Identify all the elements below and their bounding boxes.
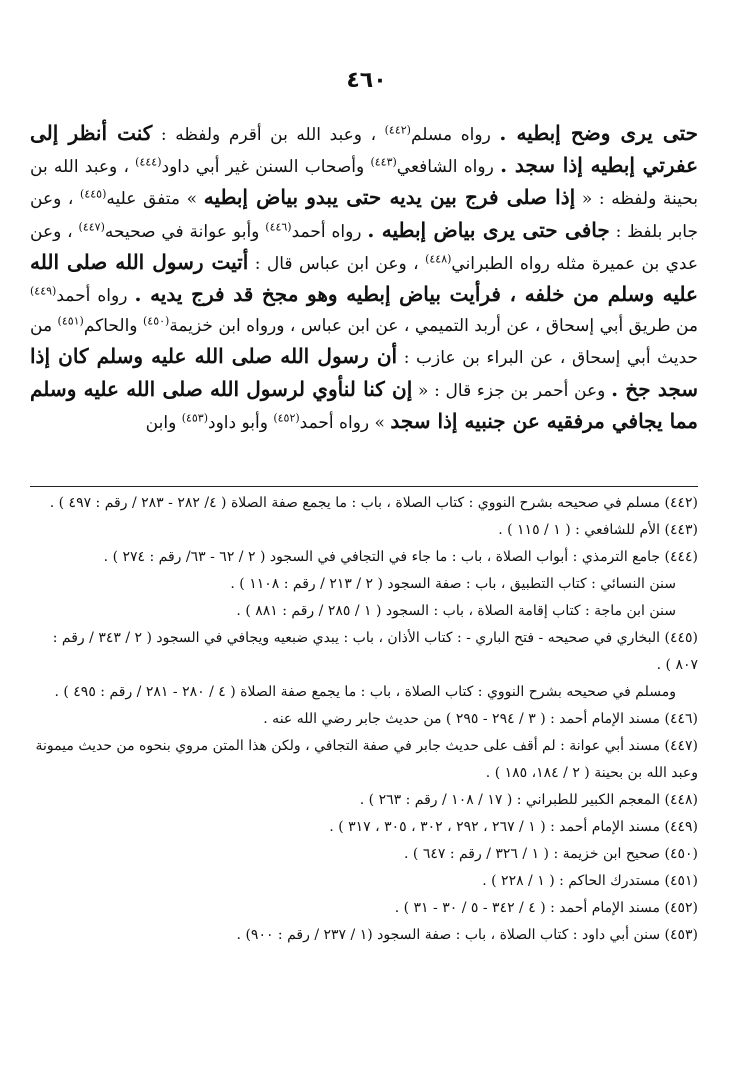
body-text: والحاكم <box>83 316 143 337</box>
footnote-ref: (٤٥٢) <box>273 411 300 425</box>
footnote-ref: (٤٤٥) <box>80 187 107 201</box>
footnote: (٤٤٩) مسند الإمام أحمد : ( ١ / ٢٦٧ ، ٢٩٢ ، ٣٠٢ ، ٣٠٥ ، ٣١٧ ) . <box>329 819 698 835</box>
body-text: وأبو داود <box>208 412 274 433</box>
body-text: وأصحاب السنن غير أبي داود <box>161 157 371 178</box>
footnote: (٤٥٠) صحيح ابن خزيمة : ( ١ / ٣٢٦ / رقم : ٦٤٧ ) . <box>404 846 698 862</box>
footnote-ref: (٤٤٢) <box>384 123 411 137</box>
footnote-ref: (٤٤٣) <box>370 155 397 169</box>
footnote: سنن ابن ماجة : كتاب إقامة الصلاة ، باب : السجود ( ١ / ٢٨٥ / رقم : ٨٨١ ) . <box>236 603 676 619</box>
footnote-ref: (٤٥١) <box>57 314 84 328</box>
body-text: رواه أحمد <box>56 286 135 307</box>
footnote-ref: (٤٤٦) <box>265 219 292 233</box>
body-text: » متفق عليه <box>106 189 204 210</box>
footnote-ref: (٤٤٨) <box>425 252 452 266</box>
footnotes <box>30 490 698 949</box>
body-text: وابن <box>145 412 182 433</box>
hadith-text: أتيت رسول الله صلى الله عليه وسلم من خلفه ، فرأيت بياض إبطيه وهو مجخ قد فرج يديه . <box>30 249 698 307</box>
footnote-divider <box>30 486 698 487</box>
footnote-ref: (٤٤٧) <box>78 219 105 233</box>
footnote: (٤٤٣) الأم للشافعي : ( ١ / ١١٥ ) . <box>498 522 698 538</box>
footnote-ref: (٤٥٠) <box>142 314 170 328</box>
footnote: (٤٥١) مستدرك الحاكم : ( ١ / ٢٢٨ ) . <box>482 873 698 889</box>
hadith-text: حتى يرى وضح إبطيه . <box>499 121 698 145</box>
footnote: سنن النسائي : كتاب التطبيق ، باب : صفة السجود ( ٢ / ٢١٣ / رقم : ١١٠٨ ) . <box>230 576 676 592</box>
hadith-text: كنت أنظر إلى عفرتي إبطيه إذا سجد . <box>30 121 699 178</box>
body-text: وعن أحمر بن جزء قال : « <box>412 380 612 401</box>
body-text: ، وعن جابر بلفظ : <box>30 189 698 242</box>
footnote-ref: (٤٤٤) <box>135 155 162 169</box>
hadith-text: إذا صلى فرج بين يديه حتى يبدو بياض إبطيه <box>203 185 576 210</box>
hadith-text: أن رسول الله صلى الله عليه وسلم كان إذا سجد جخ . <box>30 344 699 401</box>
footnote: (٤٥٢) مسند الإمام أحمد : ( ٤ / ٣٤٢ - ٥ / ٣٠ - ٣١ ) . <box>394 900 698 916</box>
footnote: (٤٤٢) مسلم في صحيحه بشرح النووي : كتاب الصلاة ، باب : ما يجمع صفة الصلاة ( ٤/ ٢٨٢ - ٢٨٣ / رقم : ٤٩٧ ) . <box>49 495 698 511</box>
footnote: ومسلم في صحيحه بشرح النووي : كتاب الصلاة ، باب : ما يجمع صفة الصلاة ( ٤ / ٢٨٠ - ٢٨١ / رقم : ٤٩٥ ) . <box>54 684 676 700</box>
footnote: (٤٤٨) المعجم الكبير للطبراني : ( ١٧ / ١٠٨ / رقم : ٢٦٣ ) . <box>359 792 698 808</box>
body-text: ، وعن عدي بن عميرة مثله رواه الطبراني <box>30 221 698 274</box>
body-text: ، وعبد الله بن أقرم ولفظه : <box>152 125 385 145</box>
body-text: من طريق أبي إسحاق ، عن أربد التميمي ، عن ابن عباس ، ورواه ابن خزيمة <box>169 316 699 337</box>
page-number: ٤٦٠ <box>346 68 387 93</box>
body-text: وأبو عوانة في صحيحه <box>104 221 266 242</box>
hadith-text: جافى حتى يرى بياض إبطيه . <box>367 217 610 242</box>
footnote: (٤٤٧) مسند أبي عوانة : لم أقف على حديث جابر في صفة التجافي ، ولكن هذا المتن مروي بنحوه من حديث ميمونة وعبد الله بن بحينة ( ٢ / ١٨٤، ١٨٥ ) . <box>35 738 698 781</box>
main-text <box>30 118 698 438</box>
footnote: (٤٤٦) مسند الإمام أحمد : ( ٣ / ٢٩٤ - ٢٩٥ ) من حديث جابر رضي الله عنه . <box>263 711 698 727</box>
hadith-text: إن كنا لنأوي لرسول الله صلى الله عليه وسلم مما يجافي مرفقيه عن جنبيه إذا سجد <box>30 376 698 433</box>
body-text: رواه أحمد <box>291 221 368 242</box>
footnote-ref: (٤٥٣) <box>181 411 209 425</box>
footnote: (٤٤٥) البخاري في صحيحه - فتح الباري - : كتاب الأذان ، باب : يبدي ضبعيه ويجافي في السجود ( ٢ / ٣٤٣ / رقم : ٨٠٧ ) . <box>52 630 698 673</box>
body-text: » رواه أحمد <box>299 412 391 433</box>
body-text: رواه مسلم <box>410 125 500 145</box>
body-text: رواه الشافعي <box>396 157 501 178</box>
body-text: ، وعن ابن عباس قال : <box>248 253 426 274</box>
footnote: (٤٤٤) جامع الترمذي : أبواب الصلاة ، باب : ما جاء في التجافي في السجود ( ٢ / ٦٢ - ٦٣/ رقم : ٢٧٤ ) . <box>103 549 698 565</box>
footnote: (٤٥٣) سنن أبي داود : كتاب الصلاة ، باب : صفة السجود (١ / ٢٣٧ / رقم : ٩٠٠) . <box>236 927 698 943</box>
footnote-ref: (٤٤٩) <box>30 284 57 298</box>
body-text: ، وعبد الله بن بحينة ولفظه : « <box>30 157 698 210</box>
body-text: من حديث أبي إسحاق ، عن البراء بن عازب : <box>30 316 698 369</box>
